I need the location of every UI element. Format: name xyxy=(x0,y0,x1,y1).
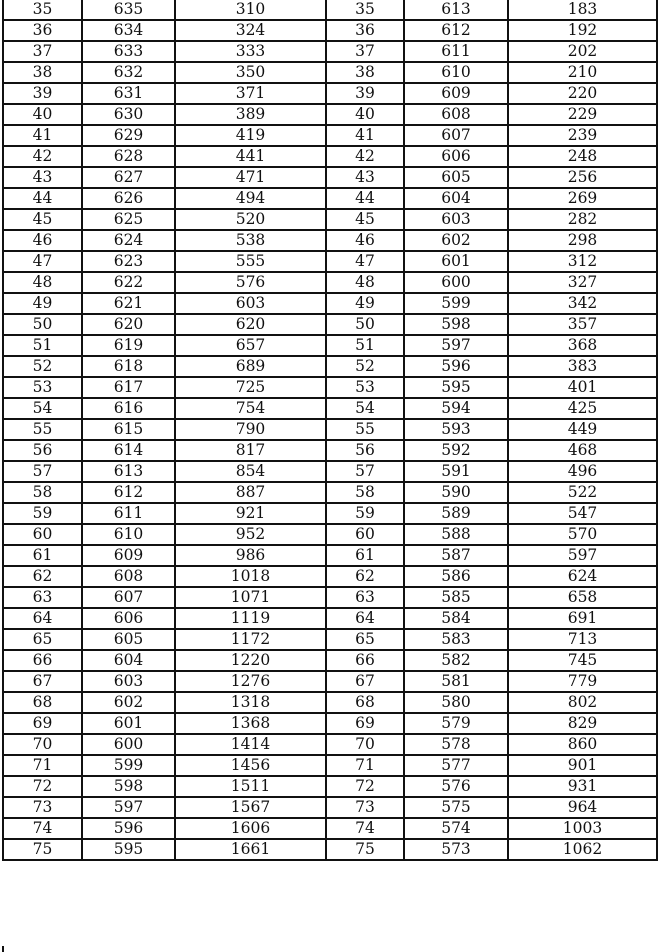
cell-right-rank: 55 xyxy=(326,419,404,440)
cell-left-count: 333 xyxy=(175,41,326,62)
table-row xyxy=(3,839,657,860)
cell-left-score: 598 xyxy=(82,776,175,797)
cell-right-count: 449 xyxy=(508,419,657,440)
score-table-container xyxy=(2,0,658,861)
cell-left-rank: 49 xyxy=(3,293,82,314)
table-row xyxy=(3,125,657,146)
cell-left-rank: 35 xyxy=(3,0,82,20)
cell-left-count: 790 xyxy=(175,419,326,440)
cell-right-count: 312 xyxy=(508,251,657,272)
cell-right-rank: 70 xyxy=(326,734,404,755)
cell-right-score: 575 xyxy=(404,797,508,818)
cell-right-score: 578 xyxy=(404,734,508,755)
cell-left-rank: 45 xyxy=(3,209,82,230)
table-row xyxy=(3,251,657,272)
cell-left-count: 555 xyxy=(175,251,326,272)
cell-right-score: 597 xyxy=(404,335,508,356)
cell-right-score: 589 xyxy=(404,503,508,524)
cell-right-count: 1003 xyxy=(508,818,657,839)
cell-left-score: 605 xyxy=(82,629,175,650)
table-row xyxy=(3,272,657,293)
table-row xyxy=(3,41,657,62)
cell-right-count: 368 xyxy=(508,335,657,356)
table-row xyxy=(3,20,657,41)
cell-left-score: 616 xyxy=(82,398,175,419)
cell-left-score: 610 xyxy=(82,524,175,545)
cell-right-rank: 44 xyxy=(326,188,404,209)
table-row xyxy=(3,755,657,776)
cell-left-score: 635 xyxy=(82,0,175,20)
cell-right-rank: 39 xyxy=(326,83,404,104)
table-row xyxy=(3,377,657,398)
cell-left-rank: 72 xyxy=(3,776,82,797)
cell-left-score: 627 xyxy=(82,167,175,188)
cell-left-score: 619 xyxy=(82,335,175,356)
cell-left-count: 817 xyxy=(175,440,326,461)
cell-right-score: 613 xyxy=(404,0,508,20)
cell-left-score: 624 xyxy=(82,230,175,251)
cell-left-rank: 54 xyxy=(3,398,82,419)
cell-left-score: 611 xyxy=(82,503,175,524)
cell-left-score: 606 xyxy=(82,608,175,629)
cell-right-count: 298 xyxy=(508,230,657,251)
cell-left-rank: 73 xyxy=(3,797,82,818)
cell-left-score: 618 xyxy=(82,356,175,377)
cell-right-score: 582 xyxy=(404,650,508,671)
cell-left-rank: 61 xyxy=(3,545,82,566)
cell-right-count: 192 xyxy=(508,20,657,41)
cell-left-score: 599 xyxy=(82,755,175,776)
cell-left-count: 1018 xyxy=(175,566,326,587)
cell-left-rank: 52 xyxy=(3,356,82,377)
cell-left-score: 631 xyxy=(82,83,175,104)
cell-right-score: 592 xyxy=(404,440,508,461)
cell-right-count: 210 xyxy=(508,62,657,83)
table-row xyxy=(3,461,657,482)
cell-left-rank: 55 xyxy=(3,419,82,440)
cell-right-count: 401 xyxy=(508,377,657,398)
cell-right-rank: 46 xyxy=(326,230,404,251)
cell-right-score: 604 xyxy=(404,188,508,209)
cell-left-score: 602 xyxy=(82,692,175,713)
cell-left-count: 471 xyxy=(175,167,326,188)
cell-right-score: 579 xyxy=(404,713,508,734)
cell-left-score: 622 xyxy=(82,272,175,293)
cell-left-rank: 37 xyxy=(3,41,82,62)
cell-right-count: 597 xyxy=(508,545,657,566)
table-row xyxy=(3,146,657,167)
cell-right-rank: 51 xyxy=(326,335,404,356)
cell-right-rank: 45 xyxy=(326,209,404,230)
cell-left-count: 689 xyxy=(175,356,326,377)
cell-right-score: 577 xyxy=(404,755,508,776)
cell-left-rank: 40 xyxy=(3,104,82,125)
cell-left-rank: 65 xyxy=(3,629,82,650)
table-row xyxy=(3,566,657,587)
cell-right-count: 239 xyxy=(508,125,657,146)
cell-right-rank: 42 xyxy=(326,146,404,167)
cell-right-count: 1062 xyxy=(508,839,657,860)
cell-right-rank: 63 xyxy=(326,587,404,608)
cell-left-count: 350 xyxy=(175,62,326,83)
table-row xyxy=(3,545,657,566)
cell-right-count: 745 xyxy=(508,650,657,671)
cell-right-count: 860 xyxy=(508,734,657,755)
cell-left-score: 609 xyxy=(82,545,175,566)
cell-left-rank: 48 xyxy=(3,272,82,293)
cell-left-count: 754 xyxy=(175,398,326,419)
cell-right-count: 282 xyxy=(508,209,657,230)
cell-left-score: 601 xyxy=(82,713,175,734)
cell-left-count: 310 xyxy=(175,0,326,20)
table-row xyxy=(3,692,657,713)
cell-right-rank: 73 xyxy=(326,797,404,818)
cell-right-rank: 62 xyxy=(326,566,404,587)
cell-left-count: 1606 xyxy=(175,818,326,839)
table-row xyxy=(3,776,657,797)
cell-right-rank: 74 xyxy=(326,818,404,839)
cell-right-count: 256 xyxy=(508,167,657,188)
cell-right-score: 605 xyxy=(404,167,508,188)
cell-right-rank: 68 xyxy=(326,692,404,713)
cell-right-score: 581 xyxy=(404,671,508,692)
cell-right-count: 901 xyxy=(508,755,657,776)
cell-left-count: 441 xyxy=(175,146,326,167)
cell-left-rank: 36 xyxy=(3,20,82,41)
table-row xyxy=(3,293,657,314)
cell-left-score: 629 xyxy=(82,125,175,146)
cell-left-rank: 75 xyxy=(3,839,82,860)
cell-right-rank: 67 xyxy=(326,671,404,692)
cell-right-score: 576 xyxy=(404,776,508,797)
cell-left-score: 634 xyxy=(82,20,175,41)
cell-left-rank: 62 xyxy=(3,566,82,587)
table-row xyxy=(3,188,657,209)
cell-right-count: 496 xyxy=(508,461,657,482)
cell-right-rank: 75 xyxy=(326,839,404,860)
cell-right-count: 658 xyxy=(508,587,657,608)
table-row xyxy=(3,419,657,440)
table-row xyxy=(3,356,657,377)
cell-left-score: 600 xyxy=(82,734,175,755)
table-row xyxy=(3,83,657,104)
cell-right-rank: 48 xyxy=(326,272,404,293)
cell-right-score: 602 xyxy=(404,230,508,251)
cell-right-rank: 69 xyxy=(326,713,404,734)
cell-right-count: 468 xyxy=(508,440,657,461)
table-row xyxy=(3,650,657,671)
cell-left-rank: 60 xyxy=(3,524,82,545)
cell-left-count: 1414 xyxy=(175,734,326,755)
cell-left-score: 625 xyxy=(82,209,175,230)
cell-right-score: 595 xyxy=(404,377,508,398)
cell-right-rank: 57 xyxy=(326,461,404,482)
cell-left-score: 596 xyxy=(82,818,175,839)
cell-left-count: 1276 xyxy=(175,671,326,692)
cell-right-rank: 35 xyxy=(326,0,404,20)
cell-left-count: 986 xyxy=(175,545,326,566)
cell-right-rank: 54 xyxy=(326,398,404,419)
cell-left-count: 1071 xyxy=(175,587,326,608)
cell-right-score: 573 xyxy=(404,839,508,860)
cell-right-rank: 53 xyxy=(326,377,404,398)
cell-left-score: 626 xyxy=(82,188,175,209)
cell-right-count: 802 xyxy=(508,692,657,713)
cell-right-score: 612 xyxy=(404,20,508,41)
cell-right-count: 931 xyxy=(508,776,657,797)
cell-right-count: 248 xyxy=(508,146,657,167)
table-row xyxy=(3,440,657,461)
table-continuation xyxy=(2,946,658,952)
cell-right-rank: 49 xyxy=(326,293,404,314)
table-row xyxy=(3,629,657,650)
cell-right-rank: 52 xyxy=(326,356,404,377)
table-body xyxy=(3,0,657,860)
cell-left-rank: 66 xyxy=(3,650,82,671)
cell-right-score: 609 xyxy=(404,83,508,104)
cell-left-rank: 51 xyxy=(3,335,82,356)
cell-left-rank: 59 xyxy=(3,503,82,524)
cell-right-score: 600 xyxy=(404,272,508,293)
cell-left-score: 612 xyxy=(82,482,175,503)
table-row xyxy=(3,734,657,755)
cell-right-rank: 40 xyxy=(326,104,404,125)
cell-left-count: 520 xyxy=(175,209,326,230)
cell-right-rank: 50 xyxy=(326,314,404,335)
cell-left-count: 538 xyxy=(175,230,326,251)
cell-left-rank: 71 xyxy=(3,755,82,776)
cell-right-score: 601 xyxy=(404,251,508,272)
cell-left-rank: 53 xyxy=(3,377,82,398)
cell-left-score: 604 xyxy=(82,650,175,671)
cell-right-count: 425 xyxy=(508,398,657,419)
cell-left-count: 371 xyxy=(175,83,326,104)
cell-right-count: 342 xyxy=(508,293,657,314)
cell-right-rank: 56 xyxy=(326,440,404,461)
cell-right-score: 593 xyxy=(404,419,508,440)
cell-left-score: 617 xyxy=(82,377,175,398)
cell-left-score: 607 xyxy=(82,587,175,608)
cell-right-count: 357 xyxy=(508,314,657,335)
cell-left-count: 603 xyxy=(175,293,326,314)
cell-left-count: 1368 xyxy=(175,713,326,734)
cell-right-count: 713 xyxy=(508,629,657,650)
cell-left-count: 1119 xyxy=(175,608,326,629)
cell-left-count: 854 xyxy=(175,461,326,482)
cell-left-score: 632 xyxy=(82,62,175,83)
cell-left-score: 595 xyxy=(82,839,175,860)
cell-right-count: 779 xyxy=(508,671,657,692)
cell-left-score: 615 xyxy=(82,419,175,440)
cell-left-rank: 57 xyxy=(3,461,82,482)
table-row xyxy=(3,608,657,629)
cell-right-score: 596 xyxy=(404,356,508,377)
cell-left-count: 725 xyxy=(175,377,326,398)
cell-right-score: 580 xyxy=(404,692,508,713)
cell-right-rank: 41 xyxy=(326,125,404,146)
score-rank-table xyxy=(2,0,658,861)
cell-right-count: 964 xyxy=(508,797,657,818)
cell-right-score: 594 xyxy=(404,398,508,419)
cell-right-rank: 60 xyxy=(326,524,404,545)
cell-right-score: 608 xyxy=(404,104,508,125)
table-row xyxy=(3,62,657,83)
cell-left-rank: 67 xyxy=(3,671,82,692)
table-row xyxy=(3,335,657,356)
cell-left-rank: 69 xyxy=(3,713,82,734)
cell-left-rank: 64 xyxy=(3,608,82,629)
cell-right-rank: 36 xyxy=(326,20,404,41)
cell-left-rank: 39 xyxy=(3,83,82,104)
cell-left-rank: 47 xyxy=(3,251,82,272)
cell-left-count: 1511 xyxy=(175,776,326,797)
cell-right-score: 610 xyxy=(404,62,508,83)
cell-left-score: 633 xyxy=(82,41,175,62)
cell-right-score: 587 xyxy=(404,545,508,566)
table-row xyxy=(3,524,657,545)
cell-right-score: 611 xyxy=(404,41,508,62)
cell-left-rank: 56 xyxy=(3,440,82,461)
cell-right-score: 603 xyxy=(404,209,508,230)
cell-left-score: 613 xyxy=(82,461,175,482)
cell-right-rank: 38 xyxy=(326,62,404,83)
table-row xyxy=(3,587,657,608)
cell-right-count: 547 xyxy=(508,503,657,524)
cell-right-score: 598 xyxy=(404,314,508,335)
table-row xyxy=(3,713,657,734)
cell-right-count: 327 xyxy=(508,272,657,293)
cell-left-score: 620 xyxy=(82,314,175,335)
cell-left-rank: 38 xyxy=(3,62,82,83)
cell-left-count: 1318 xyxy=(175,692,326,713)
cell-left-rank: 43 xyxy=(3,167,82,188)
table-row xyxy=(3,104,657,125)
table-row xyxy=(3,167,657,188)
cell-right-score: 588 xyxy=(404,524,508,545)
table-row xyxy=(3,314,657,335)
table-row xyxy=(3,0,657,20)
cell-right-count: 183 xyxy=(508,0,657,20)
cell-right-count: 269 xyxy=(508,188,657,209)
cell-left-score: 614 xyxy=(82,440,175,461)
cell-left-rank: 63 xyxy=(3,587,82,608)
cell-left-count: 1456 xyxy=(175,755,326,776)
table-row xyxy=(3,797,657,818)
cell-left-count: 1172 xyxy=(175,629,326,650)
cell-left-rank: 50 xyxy=(3,314,82,335)
cell-right-rank: 61 xyxy=(326,545,404,566)
table-row xyxy=(3,671,657,692)
cell-right-score: 591 xyxy=(404,461,508,482)
table-row xyxy=(3,503,657,524)
cell-right-score: 586 xyxy=(404,566,508,587)
cell-left-count: 952 xyxy=(175,524,326,545)
cell-left-score: 630 xyxy=(82,104,175,125)
cell-right-score: 584 xyxy=(404,608,508,629)
cell-right-score: 574 xyxy=(404,818,508,839)
cell-left-score: 603 xyxy=(82,671,175,692)
cell-left-count: 620 xyxy=(175,314,326,335)
cell-right-rank: 58 xyxy=(326,482,404,503)
cell-left-count: 921 xyxy=(175,503,326,524)
cell-left-rank: 44 xyxy=(3,188,82,209)
cell-right-rank: 65 xyxy=(326,629,404,650)
cell-left-score: 623 xyxy=(82,251,175,272)
cell-right-count: 202 xyxy=(508,41,657,62)
cell-right-count: 383 xyxy=(508,356,657,377)
cell-right-count: 220 xyxy=(508,83,657,104)
cell-right-score: 590 xyxy=(404,482,508,503)
table-row xyxy=(3,818,657,839)
cell-right-count: 522 xyxy=(508,482,657,503)
cell-right-score: 606 xyxy=(404,146,508,167)
cell-right-rank: 37 xyxy=(326,41,404,62)
cell-left-count: 576 xyxy=(175,272,326,293)
table-row xyxy=(3,230,657,251)
cell-left-rank: 58 xyxy=(3,482,82,503)
cell-right-score: 583 xyxy=(404,629,508,650)
cell-left-rank: 42 xyxy=(3,146,82,167)
cell-right-rank: 59 xyxy=(326,503,404,524)
cell-right-count: 624 xyxy=(508,566,657,587)
cell-left-score: 621 xyxy=(82,293,175,314)
cell-right-rank: 64 xyxy=(326,608,404,629)
cell-right-count: 229 xyxy=(508,104,657,125)
cell-left-count: 494 xyxy=(175,188,326,209)
cell-right-rank: 66 xyxy=(326,650,404,671)
cell-right-count: 570 xyxy=(508,524,657,545)
cell-right-rank: 47 xyxy=(326,251,404,272)
table-row xyxy=(3,482,657,503)
cell-left-count: 657 xyxy=(175,335,326,356)
table-row xyxy=(3,209,657,230)
cell-right-rank: 43 xyxy=(326,167,404,188)
cell-left-score: 628 xyxy=(82,146,175,167)
cell-left-count: 887 xyxy=(175,482,326,503)
table-row xyxy=(3,398,657,419)
cell-left-count: 324 xyxy=(175,20,326,41)
cell-left-score: 608 xyxy=(82,566,175,587)
cell-right-rank: 72 xyxy=(326,776,404,797)
cell-left-rank: 68 xyxy=(3,692,82,713)
cell-right-rank: 71 xyxy=(326,755,404,776)
cell-left-count: 419 xyxy=(175,125,326,146)
cell-left-rank: 74 xyxy=(3,818,82,839)
cell-left-rank: 70 xyxy=(3,734,82,755)
cell-right-count: 829 xyxy=(508,713,657,734)
cell-left-count: 1661 xyxy=(175,839,326,860)
cell-left-count: 1567 xyxy=(175,797,326,818)
cell-left-count: 389 xyxy=(175,104,326,125)
cell-left-count: 1220 xyxy=(175,650,326,671)
cell-right-score: 599 xyxy=(404,293,508,314)
cell-left-rank: 41 xyxy=(3,125,82,146)
cell-left-score: 597 xyxy=(82,797,175,818)
cell-right-count: 691 xyxy=(508,608,657,629)
cell-right-score: 607 xyxy=(404,125,508,146)
cell-right-score: 585 xyxy=(404,587,508,608)
cell-left-rank: 46 xyxy=(3,230,82,251)
